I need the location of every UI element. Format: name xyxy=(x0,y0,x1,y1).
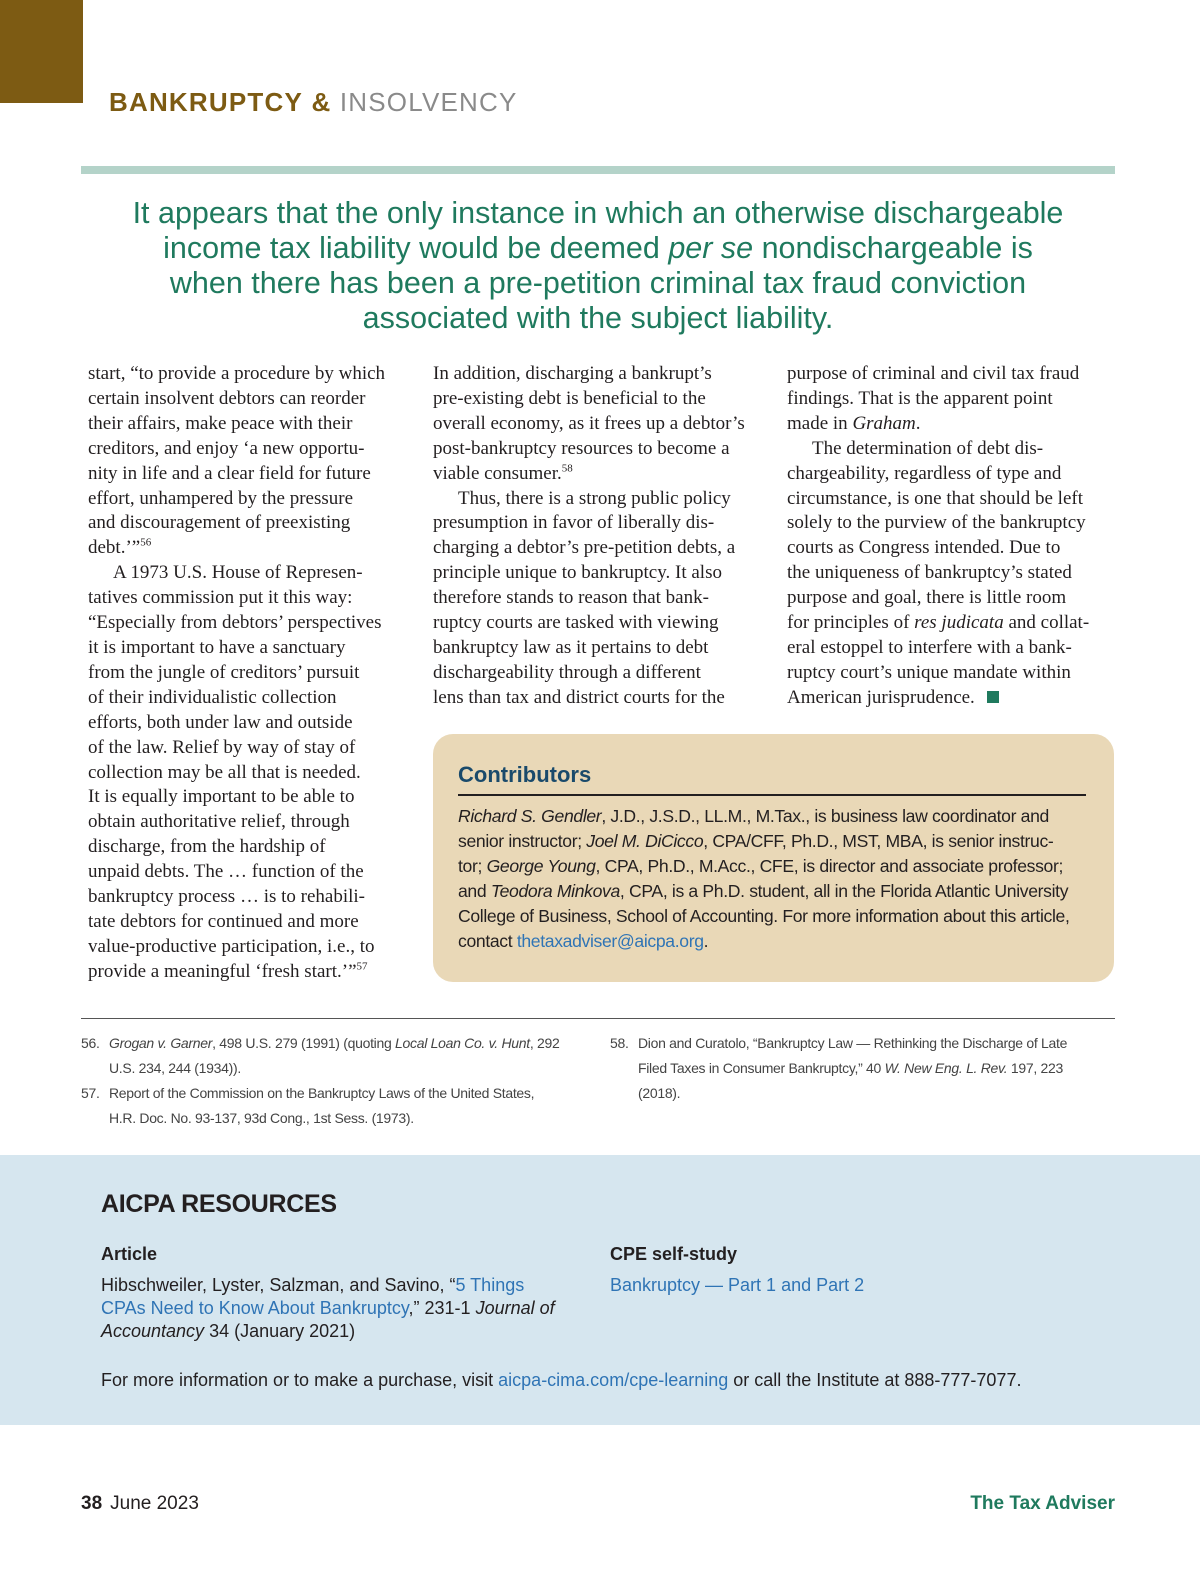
text-line xyxy=(433,462,763,487)
footnote-58 xyxy=(610,1031,1115,1106)
text-line: it is important to have a sanctuary xyxy=(88,636,346,658)
cpe-heading: CPE self-study xyxy=(610,1244,738,1264)
text-line: efforts, both under law and outside xyxy=(88,711,353,733)
text-fragment: , 292 xyxy=(529,1035,560,1051)
text-line: and discouragement of preexisting xyxy=(88,512,351,534)
resources-footer xyxy=(101,1370,1021,1391)
text-fragment: for principles of xyxy=(787,612,915,634)
text-line: findings. That is the apparent point xyxy=(787,387,1053,409)
text-fragment: tor; xyxy=(458,856,487,876)
text-fragment: viable consumer. xyxy=(433,462,562,484)
text-line: from the jungle of creditors’ pursuit xyxy=(88,661,360,683)
text-fragment: Filed Taxes in Consumer Bankruptcy,” 40 xyxy=(638,1060,885,1076)
text-line: the uniqueness of bankruptcy’s stated xyxy=(787,562,1072,584)
text-line: presumption in favor of liberally dis- xyxy=(433,512,715,534)
text-line: bankruptcy law as it pertains to debt xyxy=(433,636,709,658)
case-name: Graham xyxy=(852,412,916,434)
text-line xyxy=(458,929,1098,954)
article-column-1 xyxy=(88,362,408,985)
pull-quote-text: income tax liability would be deemed xyxy=(163,231,669,265)
text-line: chargeability, regardless of type and xyxy=(787,462,1062,484)
publication-name: The Tax Adviser xyxy=(970,1493,1115,1514)
section-ampersand: & xyxy=(311,87,332,117)
text-line: It is equally important to be able to xyxy=(88,786,355,808)
text-line: their affairs, make peace with their xyxy=(88,412,353,434)
text-line: The determination of debt dis- xyxy=(812,437,1044,459)
text-line: obtain authoritative relief, through xyxy=(88,811,350,833)
pull-quote xyxy=(81,196,1115,336)
text-line: circumstance, is one that should be left xyxy=(787,487,1083,509)
article-column-2 xyxy=(433,362,763,711)
text-fragment: ,” 231-1 xyxy=(408,1298,476,1318)
text-line xyxy=(458,829,1098,854)
text-line xyxy=(101,1297,571,1320)
footnote-body xyxy=(109,1081,591,1131)
text-line: dischargeability through a different xyxy=(433,661,701,683)
page-number: 38 xyxy=(81,1493,103,1514)
footnote-body xyxy=(109,1031,591,1081)
text-line: bankruptcy process … is to rehabili- xyxy=(88,886,366,908)
cpe-learning-link[interactable]: aicpa-cima.com/cpe-learning xyxy=(498,1370,729,1390)
contributors-title: Contributors xyxy=(458,762,592,787)
text-line: solely to the purview of the bankruptcy xyxy=(787,512,1086,534)
journal-name: Journal of xyxy=(475,1298,555,1318)
text-line: overall economy, as it frees up a debtor’s xyxy=(433,412,745,434)
cpe-listing xyxy=(610,1274,1110,1297)
pull-quote-rule xyxy=(81,166,1115,174)
text-line xyxy=(458,854,1098,879)
article-link[interactable]: CPAs Need to Know About Bankruptcy xyxy=(101,1298,409,1318)
contributor-name: Richard S. Gendler xyxy=(458,806,602,826)
text-line: effort, unhampered by the pressure xyxy=(88,487,354,509)
page-footer-left xyxy=(81,1493,199,1515)
text-line: principle unique to bankruptcy. It also xyxy=(433,562,722,584)
text-line xyxy=(101,1320,571,1343)
footnote-ref-57[interactable]: 57 xyxy=(356,960,368,973)
text-fragment: or call the Institute at 888-777-7077. xyxy=(728,1370,1022,1390)
section-header xyxy=(109,87,518,118)
text-fragment: provide a meaningful ‘fresh start.’” xyxy=(88,960,357,982)
text-fragment: and collat- xyxy=(1003,612,1090,634)
cpe-course-link[interactable]: Bankruptcy — Part 1 and Part 2 xyxy=(610,1275,865,1295)
text-line: Dion and Curatolo, “Bankruptcy Law — Rethinking the Discharge of Late xyxy=(638,1035,1068,1051)
text-line: In addition, discharging a bankrupt’s xyxy=(433,363,712,384)
resources-title: AICPA RESOURCES xyxy=(101,1190,337,1218)
contact-email-link[interactable]: thetaxadviser@aicpa.org xyxy=(516,931,704,951)
contributor-name: Teodora Minkova xyxy=(490,881,620,901)
footnote-ref-58[interactable]: 58 xyxy=(561,462,573,475)
text-line: “Especially from debtors’ perspectives xyxy=(88,612,382,634)
text-line: certain insolvent debtors can reorder xyxy=(88,387,366,409)
pull-quote-line xyxy=(81,231,1115,266)
contributors-text xyxy=(458,804,1098,954)
journal-name: W. New Eng. L. Rev. xyxy=(884,1060,1008,1076)
text-line xyxy=(101,1274,571,1297)
contributors-box xyxy=(433,734,1114,982)
footnote-number: 58. xyxy=(610,1035,629,1051)
aicpa-resources-panel xyxy=(0,1155,1200,1425)
text-fragment: American jurisprudence. xyxy=(787,686,975,708)
text-fragment: , CPA, Ph.D., M.Acc., CFE, is director and associate professor; xyxy=(595,856,1064,876)
text-fragment: . xyxy=(915,412,921,434)
text-line xyxy=(458,879,1098,904)
text-line: creditors, and enjoy ‘a new opportu- xyxy=(88,437,365,459)
text-line: U.S. 234, 244 (1934)). xyxy=(109,1060,241,1076)
text-line: courts as Congress intended. Due to xyxy=(787,537,1061,559)
text-line xyxy=(787,686,1117,711)
text-line: nity in life and a clear field for future xyxy=(88,462,371,484)
paragraph xyxy=(433,362,763,487)
paragraph xyxy=(88,362,408,561)
text-line: eral estoppel to interfere with a bank- xyxy=(787,636,1072,658)
text-fragment: made in xyxy=(787,412,853,434)
paragraph xyxy=(88,561,408,984)
text-line: lens than tax and district courts for the xyxy=(433,686,725,708)
text-line: tate debtors for continued and more xyxy=(88,910,359,932)
text-line: purpose and goal, there is little room xyxy=(787,587,1067,609)
text-line: Report of the Commission on the Bankruptcy Laws of the United States, xyxy=(109,1085,535,1101)
pull-quote-line: when there has been a pre-petition criminal tax fraud conviction xyxy=(169,266,1027,300)
contributor-name: Joel M. DiCicco xyxy=(586,831,704,851)
text-fragment: . xyxy=(703,931,709,951)
pull-quote-line: associated with the subject liability. xyxy=(362,301,834,335)
pull-quote-line: It appears that the only instance in which an otherwise dischargeable xyxy=(132,196,1064,230)
issue-date: June 2023 xyxy=(110,1493,199,1514)
text-line xyxy=(88,536,408,561)
paragraph xyxy=(433,487,763,711)
text-line: unpaid debts. The … function of the xyxy=(88,861,364,883)
text-line: A 1973 U.S. House of Represen- xyxy=(113,562,363,584)
footnotes-rule xyxy=(81,1018,1115,1019)
text-line: tatives commission put it this way: xyxy=(88,587,353,609)
section-subkeyword: INSOLVENCY xyxy=(339,87,518,117)
text-line xyxy=(787,611,1117,636)
text-line: pre-existing debt is beneficial to the xyxy=(433,387,706,409)
text-line: start, “to provide a procedure by which xyxy=(88,363,386,384)
text-line: College of Business, School of Accounting. For more information about this article, xyxy=(458,906,1070,926)
text-line: of their individualistic collection xyxy=(88,686,337,708)
text-fragment: senior instructor; xyxy=(458,831,587,851)
footnote-body xyxy=(638,1031,1115,1106)
text-line xyxy=(458,804,1098,829)
text-fragment: 197, 223 xyxy=(1007,1060,1063,1076)
text-fragment: contact xyxy=(458,931,517,951)
paragraph xyxy=(787,437,1117,711)
corner-color-block xyxy=(0,0,83,103)
text-fragment: Hibschweiler, Lyster, Salzman, and Savino, “ xyxy=(101,1275,456,1295)
text-line: ruptcy courts are tasked with viewing xyxy=(433,612,719,634)
text-line xyxy=(88,960,408,985)
pull-quote-text: nondischargeable is xyxy=(753,231,1033,265)
text-fragment: , 498 U.S. 279 (1991) (quoting xyxy=(212,1035,396,1051)
text-fragment: and xyxy=(458,881,491,901)
article-heading: Article xyxy=(101,1244,158,1264)
text-line: value-productive participation, i.e., to xyxy=(88,935,375,957)
text-line xyxy=(787,412,1117,437)
footnote-56 xyxy=(81,1031,591,1081)
text-line: purpose of criminal and civil tax fraud xyxy=(787,363,1080,384)
text-fragment: , CPA/CFF, Ph.D., MST, MBA, is senior instruc- xyxy=(703,831,1054,851)
latin-term: res judicata xyxy=(914,612,1004,634)
case-name: Grogan v. Garner xyxy=(109,1035,213,1051)
footnote-number: 57. xyxy=(81,1085,100,1101)
case-name: Local Loan Co. v. Hunt xyxy=(395,1035,530,1051)
article-link[interactable]: 5 Things xyxy=(455,1275,525,1295)
footnote-ref-56[interactable]: 56 xyxy=(140,537,152,550)
text-fragment: , J.D., J.S.D., LL.M., M.Tax., is business law coordinator and xyxy=(601,806,1049,826)
text-line: ruptcy court’s unique mandate within xyxy=(787,661,1071,683)
section-keyword: BANKRUPTCY xyxy=(109,87,303,117)
text-line: of the law. Relief by way of stay of xyxy=(88,736,356,758)
pull-quote-emphasis: per se xyxy=(668,231,754,265)
contributor-name: George Young xyxy=(486,856,596,876)
text-fragment: debt.’” xyxy=(88,537,141,559)
text-line xyxy=(109,1031,591,1056)
article-column-3 xyxy=(787,362,1117,711)
text-line xyxy=(638,1056,1115,1081)
text-fragment: , CPA, is a Ph.D. student, all in the Florida Atlantic University xyxy=(619,881,1069,901)
footnote-57 xyxy=(81,1081,591,1131)
text-fragment: 34 (January 2021) xyxy=(204,1321,356,1341)
footnote-number: 56. xyxy=(81,1035,100,1051)
text-line: Thus, there is a strong public policy xyxy=(458,487,731,509)
paragraph xyxy=(787,362,1117,437)
text-line: post-bankruptcy resources to become a xyxy=(433,437,730,459)
text-line: H.R. Doc. No. 93-137, 93d Cong., 1st Sess. (1973). xyxy=(109,1110,414,1126)
text-line: collection may be all that is needed. xyxy=(88,761,361,783)
end-of-article-square-icon xyxy=(987,691,999,703)
contributors-rule xyxy=(458,794,1086,796)
text-line: therefore stands to reason that bank- xyxy=(433,587,709,609)
text-line: (2018). xyxy=(638,1085,681,1101)
article-citation xyxy=(101,1274,571,1343)
text-line: charging a debtor’s pre-petition debts, a xyxy=(433,537,736,559)
text-line: discharge, from the hardship of xyxy=(88,836,326,858)
journal-name: Accountancy xyxy=(101,1321,205,1341)
text-fragment: For more information or to make a purchase, visit xyxy=(101,1370,499,1390)
